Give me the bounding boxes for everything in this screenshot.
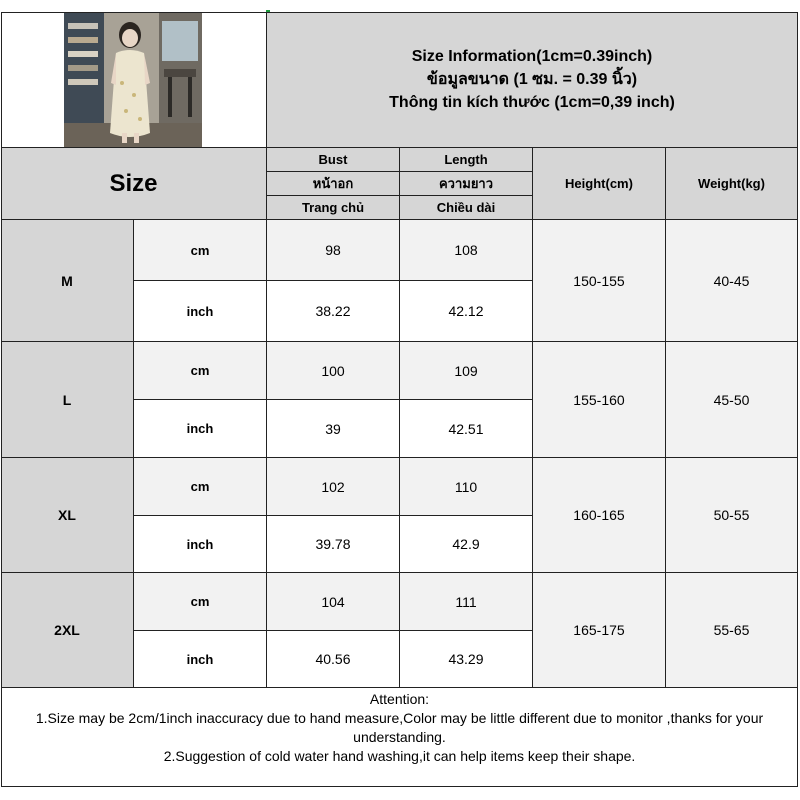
- bust-inch-value: 39: [267, 400, 400, 458]
- attention-heading: Attention:: [369, 691, 430, 707]
- bust-cm-value: 98: [267, 220, 400, 281]
- bust-header-vi: Trang chủ: [267, 196, 400, 220]
- unit-inch-label: inch: [134, 400, 267, 458]
- title-line-th: ข้อมูลขนาด (1 ซม. = 0.39 นิ้ว): [426, 71, 638, 88]
- unit-cm-label: cm: [134, 220, 267, 281]
- length-inch-value: 42.9: [400, 516, 533, 573]
- height-value: 165-175: [533, 573, 666, 688]
- attention-notes: [1, 688, 798, 787]
- length-header-en: Length: [400, 148, 533, 172]
- unit-inch-label: inch: [134, 516, 267, 573]
- bust-cm-value: 100: [267, 342, 400, 400]
- size-label: XL: [1, 458, 134, 573]
- weight-value: 55-65: [666, 573, 798, 688]
- length-cm-value: 111: [400, 573, 533, 631]
- unit-inch-label: inch: [134, 631, 267, 688]
- height-header: Height(cm): [533, 148, 666, 220]
- product-photo: [64, 13, 202, 147]
- bust-cm-value: 102: [267, 458, 400, 516]
- weight-value: 50-55: [666, 458, 798, 573]
- bust-inch-value: 40.56: [267, 631, 400, 688]
- size-label: M: [1, 220, 134, 342]
- height-value: 160-165: [533, 458, 666, 573]
- length-header-vi: Chiều dài: [400, 196, 533, 220]
- length-inch-value: 42.51: [400, 400, 533, 458]
- bust-inch-value: 39.78: [267, 516, 400, 573]
- length-cm-value: 108: [400, 220, 533, 281]
- size-column-header: Size: [1, 148, 267, 220]
- size-label: L: [1, 342, 134, 458]
- bust-header-th: หน้าอก: [267, 172, 400, 196]
- length-header-th: ความยาว: [400, 172, 533, 196]
- title-line-vi: Thông tin kích thước (1cm=0,39 inch): [389, 94, 675, 111]
- weight-value: 45-50: [666, 342, 798, 458]
- unit-cm-label: cm: [134, 573, 267, 631]
- unit-cm-label: cm: [134, 458, 267, 516]
- weight-value: 40-45: [666, 220, 798, 342]
- height-value: 150-155: [533, 220, 666, 342]
- size-label: 2XL: [1, 573, 134, 688]
- bust-header-en: Bust: [267, 148, 400, 172]
- length-cm-value: 110: [400, 458, 533, 516]
- bust-cm-value: 104: [267, 573, 400, 631]
- bust-inch-value: 38.22: [267, 281, 400, 342]
- length-cm-value: 109: [400, 342, 533, 400]
- attention-note-1: 1.Size may be 2cm/1inch inaccuracy due to hand measure,Color may be little different due to monitor ,thanks for your understanding.: [35, 710, 764, 745]
- unit-inch-label: inch: [134, 281, 267, 342]
- weight-header: Weight(kg): [666, 148, 798, 220]
- title-line-en: Size Information(1cm=0.39inch): [411, 48, 653, 65]
- attention-note-2: 2.Suggestion of cold water hand washing,it can help items keep their shape.: [163, 748, 636, 764]
- unit-cm-label: cm: [134, 342, 267, 400]
- height-value: 155-160: [533, 342, 666, 458]
- size-information-title: [267, 12, 798, 148]
- length-inch-value: 43.29: [400, 631, 533, 688]
- length-inch-value: 42.12: [400, 281, 533, 342]
